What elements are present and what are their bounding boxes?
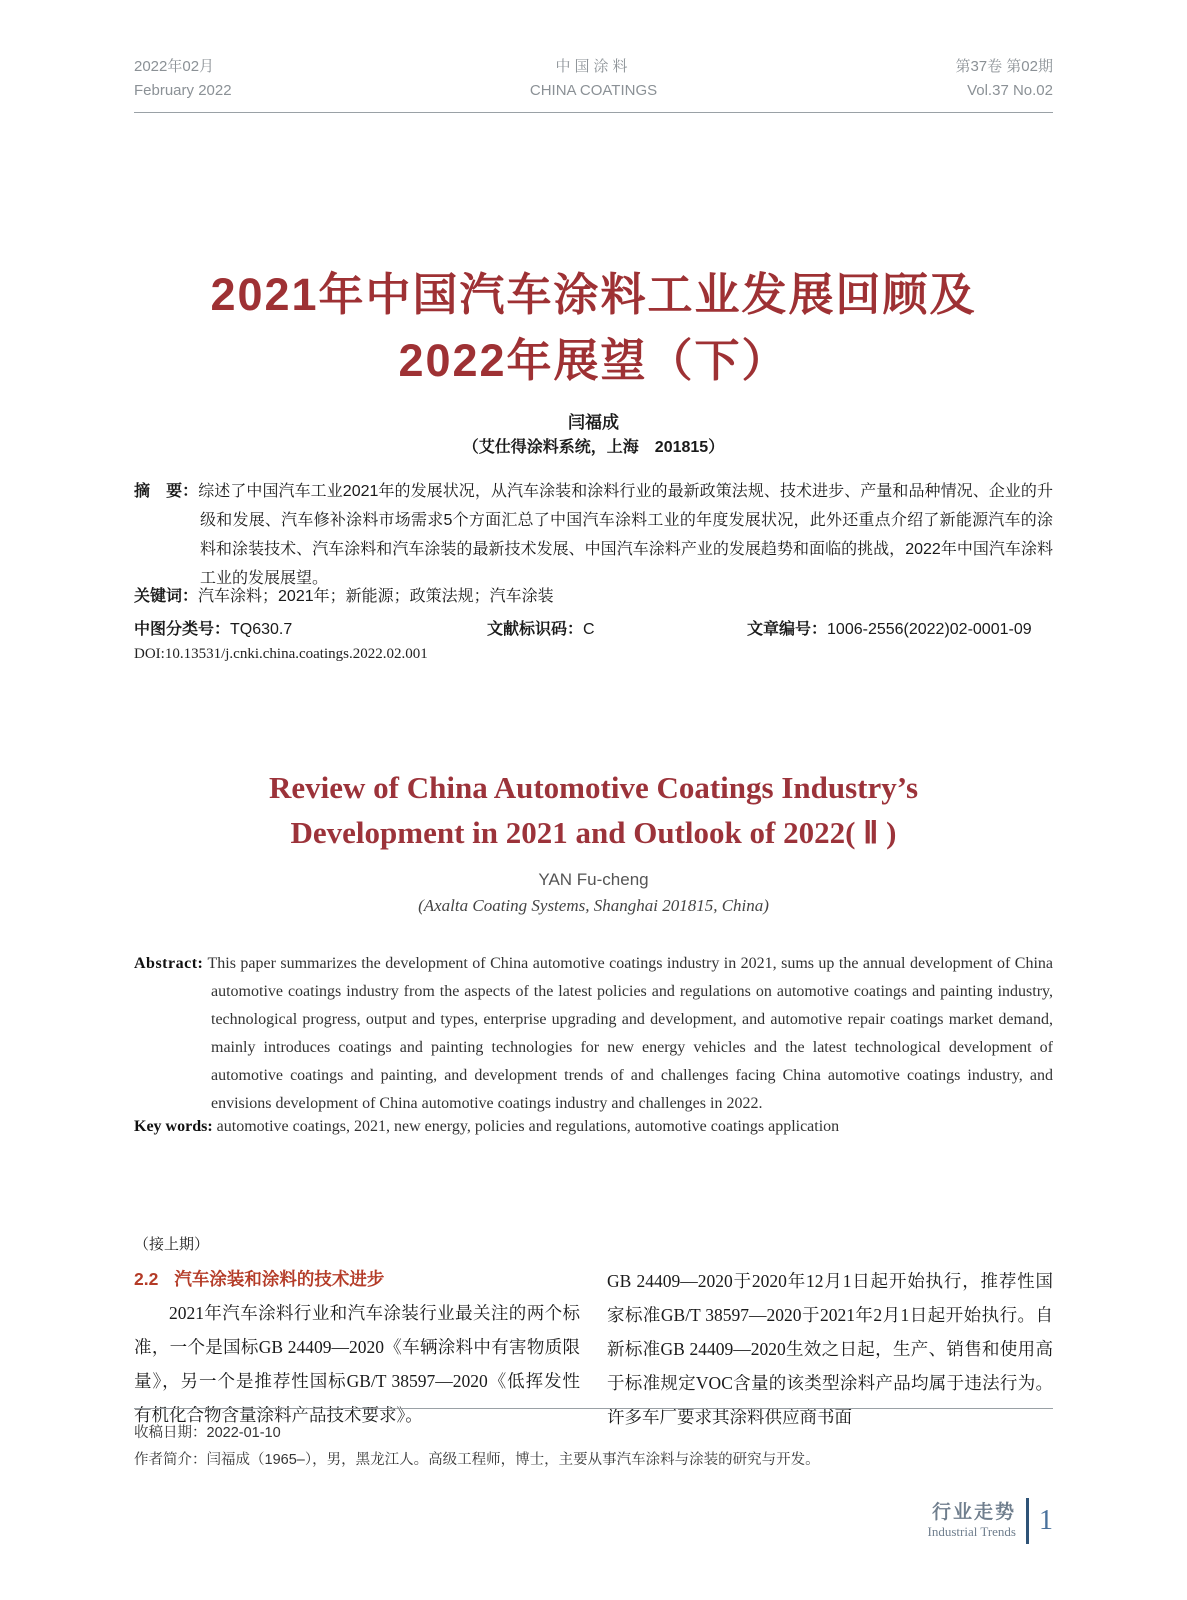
section-title: 汽车涂装和涂料的技术进步	[174, 1269, 385, 1289]
author-cn: 闫福成	[568, 413, 619, 432]
section-heading	[134, 1264, 580, 1294]
body-columns	[134, 1232, 1053, 1434]
article-title-en-line2: Development in 2021 and Outlook of 2022( Ⅱ )	[290, 815, 897, 850]
body-column-right	[607, 1232, 1053, 1434]
article-title-en-line1: Review of China Automotive Coatings Industry’s	[268, 770, 919, 805]
keywords-en-text: automotive coatings, 2021, new energy, policies and regulations, automotive coatings application	[216, 1118, 840, 1135]
clc-number	[134, 616, 487, 639]
document-code-value: C	[583, 621, 595, 638]
volume-issue-cn: 第37卷 第02期	[955, 58, 1053, 75]
volume-issue-en: Vol.37 No.02	[967, 82, 1053, 99]
issue-date-en: February 2022	[134, 82, 232, 99]
keywords-en-label: Key words:	[134, 1118, 213, 1135]
body-paragraph-right: GB 24409—2020于2020年12月1日起开始执行，推荐性国家标准GB/T 38597—2020于2021年2月1日起开始执行。自新标准GB 24409—2020生效之日起，生产、销售和使用高于标准规定VOC含量的该类型涂料产品均属于违法行为。许多车厂要求其涂料供应商书面	[607, 1271, 1053, 1427]
article-id	[747, 616, 1053, 639]
affiliation-cn: （艾仕得涂料系统，上海 201815）	[462, 439, 725, 456]
column-name-en: Industrial Trends	[927, 1524, 1016, 1539]
article-title-cn-line2: 2022年展望（下）	[398, 335, 789, 386]
journal-name-cn: 中国涂料	[555, 58, 632, 75]
author-en: YAN Fu-cheng	[538, 870, 649, 889]
page-number: 1	[1039, 1505, 1053, 1536]
article-title-en	[134, 765, 1053, 855]
column-name	[928, 1502, 1016, 1540]
footnote	[134, 1420, 1053, 1474]
keywords-cn	[134, 583, 1053, 606]
abstract-cn	[134, 477, 1053, 593]
abstract-en	[134, 950, 1053, 1118]
document-code-label: 文献标识码：	[487, 621, 584, 638]
abstract-cn-text: 综述了中国汽车工业2021年的发展状况，从汽车涂装和涂料行业的最新政策法规、技术进步、产量和品种情况、企业的升级和发展、汽车修补涂料市场需求5个方面汇总了中国汽车涂料工业的年度发展状况，此外还重点介绍了新能源汽车的涂料和涂装技术、汽车涂料和汽车涂装的最新技术发展、中国汽车涂料产业的发展趋势和面临的挑战，2022年中国汽车涂料工业的发展展望。	[198, 483, 1053, 587]
volume-issue	[955, 55, 1053, 103]
body-column-left	[134, 1232, 580, 1434]
article-title-cn	[134, 262, 1053, 394]
footnote-divider	[134, 1408, 1053, 1409]
page-marker-bar	[1026, 1498, 1029, 1544]
body-paragraph-left: 2021年汽车涂料行业和汽车涂装行业最关注的两个标准，一个是国标GB 24409—2020《车辆涂料中有害物质限量》，另一个是推荐性国标GB/T 38597—2020《低挥发性有机化合物含量涂料产品技术要求》。	[134, 1303, 580, 1425]
section-number: 2.2	[134, 1269, 159, 1289]
running-head	[134, 55, 1053, 103]
author-bio: 作者简介：闫福成（1965–），男，黑龙江人。高级工程师，博士，主要从事汽车涂料与涂装的研究与开发。	[134, 1452, 820, 1468]
abstract-en-text: This paper summarizes the development of China automotive coatings industry in 2021, sums up the annual development of China automotive coatings industry from the aspects of the latest policies and regulations on automotive coatings and painting industry, technological progress, output and types, enterprise upgrading and development, and automotive repair coatings market demand, mainly introduces coatings and painting technologies for new energy vehicles and the latest technological development of automotive coatings and painting, and development trends of and challenges facing China automotive coatings industry, and envisions development of China automotive coatings industry and challenges in 2022.	[207, 955, 1054, 1112]
column-name-cn: 行业走势	[931, 1502, 1016, 1523]
journal-name	[530, 55, 657, 103]
clc-value: TQ630.7	[230, 621, 293, 638]
keywords-en	[134, 1118, 1053, 1136]
issue-date-cn: 2022年02月	[134, 58, 215, 75]
clc-label: 中图分类号：	[134, 621, 231, 638]
journal-name-en: CHINA COATINGS	[529, 82, 658, 99]
received-date: 收稿日期：2022-01-10	[134, 1425, 281, 1441]
continuation-note: （接上期）	[134, 1237, 210, 1253]
page-marker	[928, 1498, 1053, 1544]
abstract-cn-label: 摘 要：	[134, 483, 199, 500]
document-code	[487, 616, 747, 639]
keywords-cn-label: 关键词：	[134, 588, 199, 605]
article-id-label: 文章编号：	[747, 621, 828, 638]
article-meta-row	[134, 616, 1053, 639]
doi: DOI:10.13531/j.cnki.china.coatings.2022.02.001	[134, 646, 428, 662]
article-title-cn-line1: 2021年中国汽车涂料工业发展回顾及	[210, 269, 977, 320]
article-id-value: 1006-2556(2022)02-0001-09	[827, 621, 1032, 638]
keywords-cn-text: 汽车涂料；2021年；新能源；政策法规；汽车涂装	[198, 588, 554, 605]
header-divider	[134, 112, 1053, 113]
abstract-en-label: Abstract:	[134, 955, 204, 972]
affiliation-en: (Axalta Coating Systems, Shanghai 201815, China)	[418, 896, 769, 915]
issue-date	[134, 55, 232, 103]
